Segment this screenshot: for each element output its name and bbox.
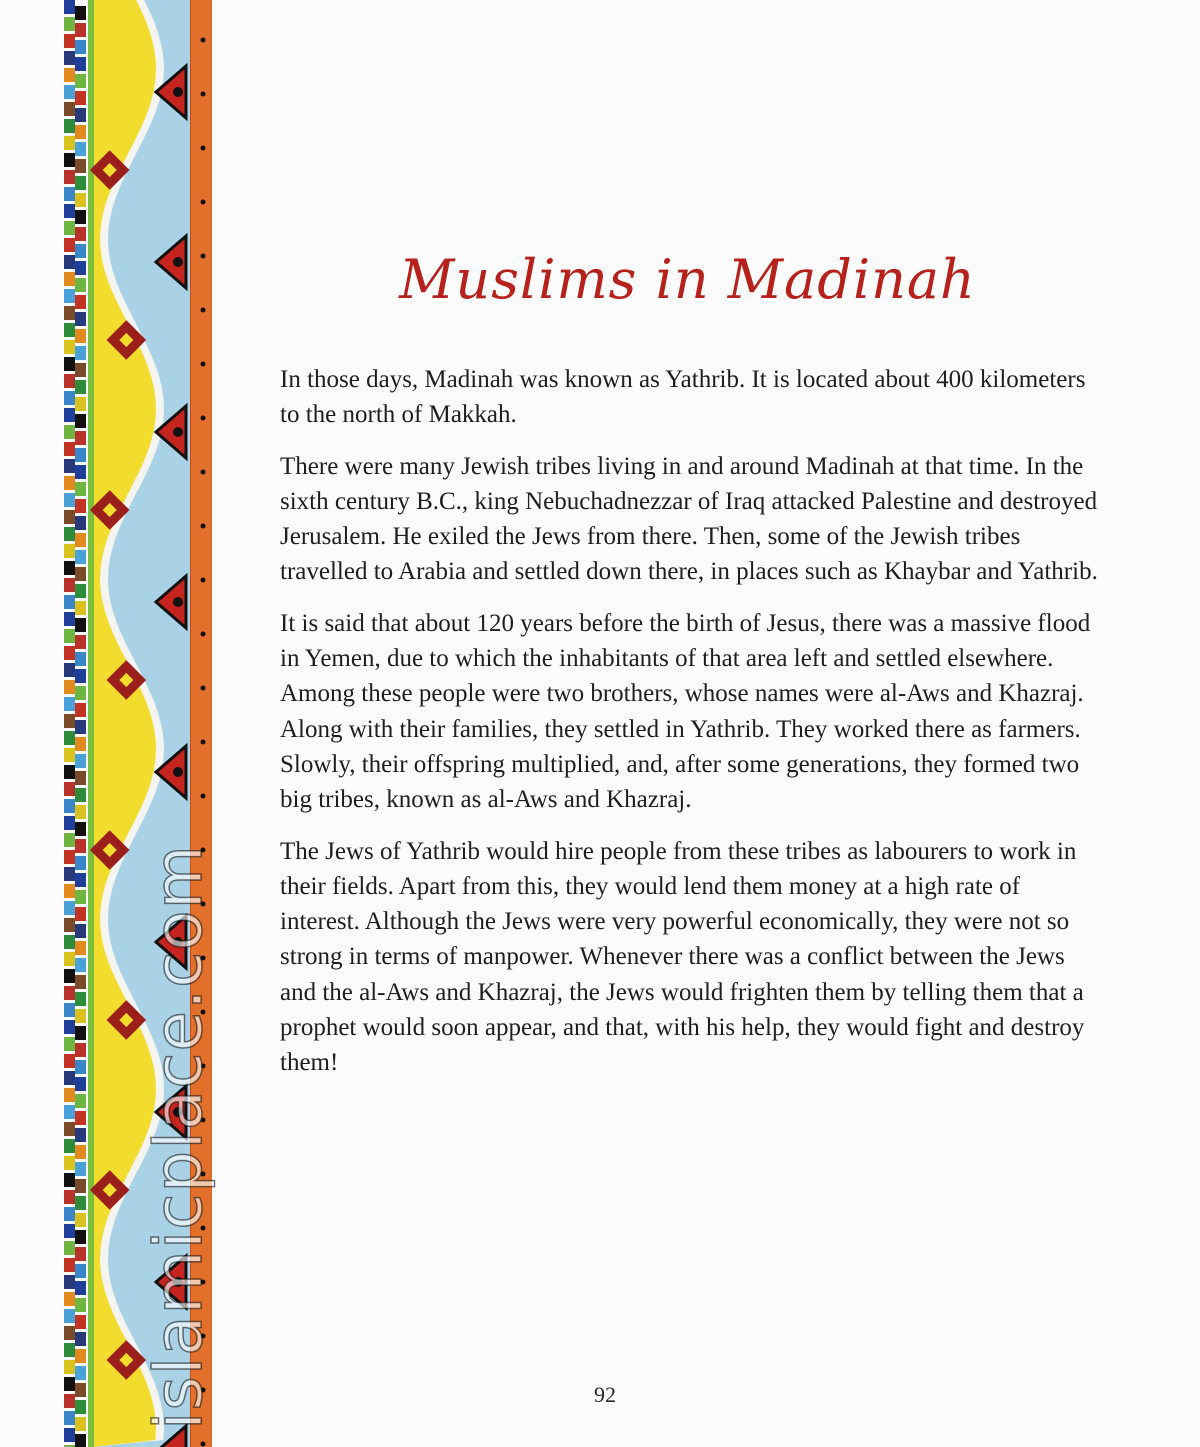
triangle-dot <box>173 87 183 97</box>
mosaic-tile <box>75 448 86 462</box>
mosaic-tile <box>75 907 86 921</box>
mosaic-tile <box>75 1264 86 1278</box>
mosaic-tile <box>64 1428 75 1442</box>
border-dot <box>201 200 206 205</box>
mosaic-tile <box>75 1230 86 1244</box>
border-dot <box>201 740 206 745</box>
mosaic-tile <box>75 1213 86 1227</box>
page-title: Muslims in Madinah <box>399 248 976 311</box>
mosaic-tile <box>75 1298 86 1312</box>
mosaic-tile <box>75 771 86 785</box>
mosaic-tile <box>64 323 75 337</box>
mosaic-tile <box>75 822 86 836</box>
mosaic-tile <box>75 159 86 173</box>
triangle-dot <box>173 597 183 607</box>
mosaic-tile <box>75 210 86 224</box>
border-dot <box>201 1280 206 1285</box>
mosaic-tile <box>75 584 86 598</box>
mosaic-tile <box>75 244 86 258</box>
mosaic-tile <box>64 187 75 201</box>
mosaic-tile <box>64 1054 75 1068</box>
mosaic-tile <box>75 380 86 394</box>
border-dot <box>201 956 206 961</box>
mosaic-tile <box>64 969 75 983</box>
mosaic-tile <box>75 1060 86 1074</box>
mosaic-tile <box>75 499 86 513</box>
mosaic-tile <box>75 431 86 445</box>
mosaic-tile <box>64 68 75 82</box>
border-dot <box>201 308 206 313</box>
triangle-dot <box>173 427 183 437</box>
mosaic-tile <box>64 34 75 48</box>
mosaic-tile <box>64 731 75 745</box>
mosaic-tile <box>64 272 75 286</box>
mosaic-tile <box>64 714 75 728</box>
border-dot <box>201 254 206 259</box>
mosaic-tile <box>64 493 75 507</box>
mosaic-tile <box>75 516 86 530</box>
triangle-dot <box>173 1107 183 1117</box>
mosaic-tile <box>64 578 75 592</box>
mosaic-tile <box>64 170 75 184</box>
mosaic-tile <box>64 1343 75 1357</box>
border-dot <box>201 632 206 637</box>
mosaic-tile <box>64 1207 75 1221</box>
mosaic-tile <box>75 1179 86 1193</box>
mosaic-tile <box>75 482 86 496</box>
mosaic-tile <box>64 867 75 881</box>
mosaic-tile <box>64 816 75 830</box>
triangle-dot <box>173 937 183 947</box>
mosaic-tile <box>64 442 75 456</box>
mosaic-tile <box>75 975 86 989</box>
border-dot <box>201 1442 206 1447</box>
border-dot <box>201 362 206 367</box>
mosaic-tile <box>75 1077 86 1091</box>
mosaic-tile <box>64 748 75 762</box>
mosaic-tile <box>75 873 86 887</box>
page-number: 92 <box>594 1382 616 1407</box>
mosaic-tile <box>75 6 86 20</box>
mosaic-tile <box>64 850 75 864</box>
mosaic-tile <box>75 57 86 71</box>
mosaic-tile <box>64 918 75 932</box>
mosaic-tile <box>75 856 86 870</box>
mosaic-tile <box>75 1009 86 1023</box>
mosaic-tile <box>64 391 75 405</box>
mosaic-tile <box>64 646 75 660</box>
decorative-border <box>0 0 215 1447</box>
mosaic-tile <box>64 51 75 65</box>
mosaic-tile <box>75 227 86 241</box>
mosaic-tile <box>75 193 86 207</box>
mosaic-tile <box>64 527 75 541</box>
mosaic-tile <box>64 408 75 422</box>
mosaic-tile <box>75 278 86 292</box>
mosaic-tile <box>64 1122 75 1136</box>
mosaic-tile <box>75 23 86 37</box>
border-dot <box>201 92 206 97</box>
border-dot <box>201 902 206 907</box>
triangle-dot <box>173 767 183 777</box>
mosaic-tile <box>75 567 86 581</box>
mosaic-tile <box>75 1162 86 1176</box>
mosaic-tile <box>75 669 86 683</box>
mosaic-tile <box>75 1128 86 1142</box>
mosaic-tile <box>64 119 75 133</box>
mosaic-tile <box>64 204 75 218</box>
border-dot <box>201 794 206 799</box>
mosaic-tile <box>64 1377 75 1391</box>
mosaic-tile <box>64 1275 75 1289</box>
mosaic-tile <box>75 312 86 326</box>
triangle-dot <box>173 257 183 267</box>
mosaic-tile <box>75 890 86 904</box>
mosaic-tile <box>75 839 86 853</box>
mosaic-tile <box>75 125 86 139</box>
mosaic-tile <box>64 289 75 303</box>
mosaic-tile <box>64 1224 75 1238</box>
mosaic-tile <box>64 697 75 711</box>
mosaic-tile <box>64 765 75 779</box>
mosaic-tile <box>64 561 75 575</box>
mosaic-tile <box>64 425 75 439</box>
mosaic-tile <box>75 1366 86 1380</box>
mosaic-tile <box>64 1241 75 1255</box>
mosaic-tile <box>64 1411 75 1425</box>
mosaic-tile <box>75 703 86 717</box>
mosaic-tile <box>75 686 86 700</box>
mosaic-tile <box>75 346 86 360</box>
paragraph: In those days, Madinah was known as Yathrib. It is located about 400 kilometers to the north of Makkah. <box>280 366 1086 429</box>
mosaic-tile <box>64 782 75 796</box>
mosaic-tile <box>64 952 75 966</box>
mosaic-tile <box>75 1043 86 1057</box>
mosaic-tile <box>75 754 86 768</box>
border-dot <box>201 1334 206 1339</box>
mosaic-tile <box>64 238 75 252</box>
mosaic-tile <box>75 720 86 734</box>
mosaic-tile <box>64 102 75 116</box>
mosaic-tile <box>75 1417 86 1431</box>
mosaic-tile <box>64 1360 75 1374</box>
mosaic-tile <box>75 108 86 122</box>
mosaic-tile <box>64 544 75 558</box>
mosaic-tile <box>64 629 75 643</box>
border-dot <box>201 686 206 691</box>
mosaic-tile <box>64 1258 75 1272</box>
mosaic-tile <box>75 550 86 564</box>
paragraph: The Jews of Yathrib would hire people from these tribes as labourers to work in their fields. Apart from this, they would lend them money at a high rate of interest. Although the Jews were very powerful economically, they were not so strong in terms of manpower. Whenever there was a conflict between the Jews and the al-Aws and Khazraj, the Jews would frighten them by telling them that a prophet would soon appear, and that, with his help, they would fight and destroy them! <box>280 837 1085 1077</box>
mosaic-tile <box>75 601 86 615</box>
border-dot <box>201 1388 206 1393</box>
mosaic-tile <box>64 1105 75 1119</box>
mosaic-tile <box>64 680 75 694</box>
mosaic-tile <box>64 1292 75 1306</box>
mosaic-tile <box>75 363 86 377</box>
mosaic-tile <box>64 1173 75 1187</box>
border-dot <box>201 146 206 151</box>
mosaic-tile <box>64 1190 75 1204</box>
mosaic-tile <box>75 1400 86 1414</box>
mosaic-tile <box>64 255 75 269</box>
mosaic-tile <box>64 901 75 915</box>
mosaic-tile <box>75 74 86 88</box>
mosaic-tile <box>64 1309 75 1323</box>
mosaic-tile <box>64 663 75 677</box>
mosaic-tile <box>75 635 86 649</box>
border-dot <box>201 1226 206 1231</box>
mosaic-tile <box>75 1281 86 1295</box>
border-dot <box>201 470 206 475</box>
mosaic-tile <box>64 1139 75 1153</box>
paragraph: There were many Jewish tribes living in and around Madinah at that time. In the sixth century B.C., king Nebuchadnezzar of Iraq attacked Palestine and destroyed Jerusalem. He exiled the Jews from there. Then, some of the Jewish tribes travelled to Arabia and settled down there, in places such as Khaybar and Yathrib. <box>280 452 1098 586</box>
mosaic-tile <box>75 652 86 666</box>
body-text <box>280 362 1100 1097</box>
mosaic-tile <box>64 85 75 99</box>
mosaic-tile <box>75 329 86 343</box>
mosaic-tile <box>64 595 75 609</box>
border-dot <box>201 38 206 43</box>
mosaic-tile <box>75 40 86 54</box>
mosaic-tile <box>64 136 75 150</box>
mosaic-tile <box>75 958 86 972</box>
border-dot <box>201 416 206 421</box>
mosaic-tile <box>75 1196 86 1210</box>
mosaic-tile <box>75 924 86 938</box>
mosaic-tile <box>75 142 86 156</box>
mosaic-tile <box>64 1003 75 1017</box>
mosaic-tile <box>75 414 86 428</box>
mosaic-tile <box>75 737 86 751</box>
mosaic-tile <box>64 1020 75 1034</box>
mosaic-tile <box>75 941 86 955</box>
mosaic-tile <box>75 1026 86 1040</box>
mosaic-tile <box>64 340 75 354</box>
mosaic-tile <box>64 1037 75 1051</box>
mosaic-tile <box>75 618 86 632</box>
mosaic-tile <box>64 374 75 388</box>
border-dot <box>201 1118 206 1123</box>
mosaic-tile <box>75 533 86 547</box>
triangle-dot <box>173 1277 183 1287</box>
watermark-text: islamicplace.com <box>140 844 217 1430</box>
border-dot <box>201 578 206 583</box>
mosaic-tile <box>75 1434 86 1447</box>
border-dot <box>201 1010 206 1015</box>
mosaic-tile <box>64 476 75 490</box>
mosaic-tile <box>64 1156 75 1170</box>
border-dot <box>201 524 206 529</box>
mosaic-tile <box>75 1145 86 1159</box>
mosaic-tile <box>75 1094 86 1108</box>
mosaic-tile <box>75 1111 86 1125</box>
mosaic-tile <box>64 1088 75 1102</box>
paragraph: It is said that about 120 years before the birth of Jesus, there was a massive flood in Yemen, due to which the inhabitants of that area left and settled elsewhere. Among these people were two brothers, whose names were al-Aws and Khazraj. Along with their families, they settled in Yathrib. They worked there as farmers. Slowly, their offspring multiplied, and, after some generations, they formed two big tribes, known as al-Aws and Khazraj. <box>280 609 1091 814</box>
mosaic-tile <box>64 884 75 898</box>
mosaic-tile <box>75 1315 86 1329</box>
border-dot <box>201 1064 206 1069</box>
mosaic-tile <box>64 459 75 473</box>
mosaic-tile <box>64 357 75 371</box>
mosaic-tile <box>75 1349 86 1363</box>
mosaic-tile <box>75 992 86 1006</box>
mosaic-tile <box>64 612 75 626</box>
border-dot <box>201 848 206 853</box>
border-dot <box>201 1172 206 1177</box>
mosaic-tile <box>64 799 75 813</box>
mosaic-tile <box>64 221 75 235</box>
mosaic-tile <box>75 1383 86 1397</box>
mosaic-tile <box>75 465 86 479</box>
mosaic-tile <box>75 788 86 802</box>
mosaic-tile <box>75 261 86 275</box>
orange-stripe <box>188 0 212 1447</box>
mosaic-tile <box>64 306 75 320</box>
mosaic-tile <box>64 935 75 949</box>
mosaic-tile <box>75 295 86 309</box>
mosaic-tile <box>75 176 86 190</box>
mosaic-tile <box>64 1394 75 1408</box>
mosaic-tile <box>64 1071 75 1085</box>
mosaic-tile <box>64 833 75 847</box>
mosaic-tile <box>64 1326 75 1340</box>
mosaic-tile <box>64 510 75 524</box>
mosaic-tile <box>75 91 86 105</box>
mosaic-tile <box>75 1247 86 1261</box>
mosaic-tile <box>64 0 75 14</box>
mosaic-tile <box>75 805 86 819</box>
mosaic-tile <box>75 397 86 411</box>
mosaic-tile <box>64 17 75 31</box>
mosaic-tile <box>75 1332 86 1346</box>
mosaic-tile <box>64 153 75 167</box>
mosaic-tile <box>64 986 75 1000</box>
